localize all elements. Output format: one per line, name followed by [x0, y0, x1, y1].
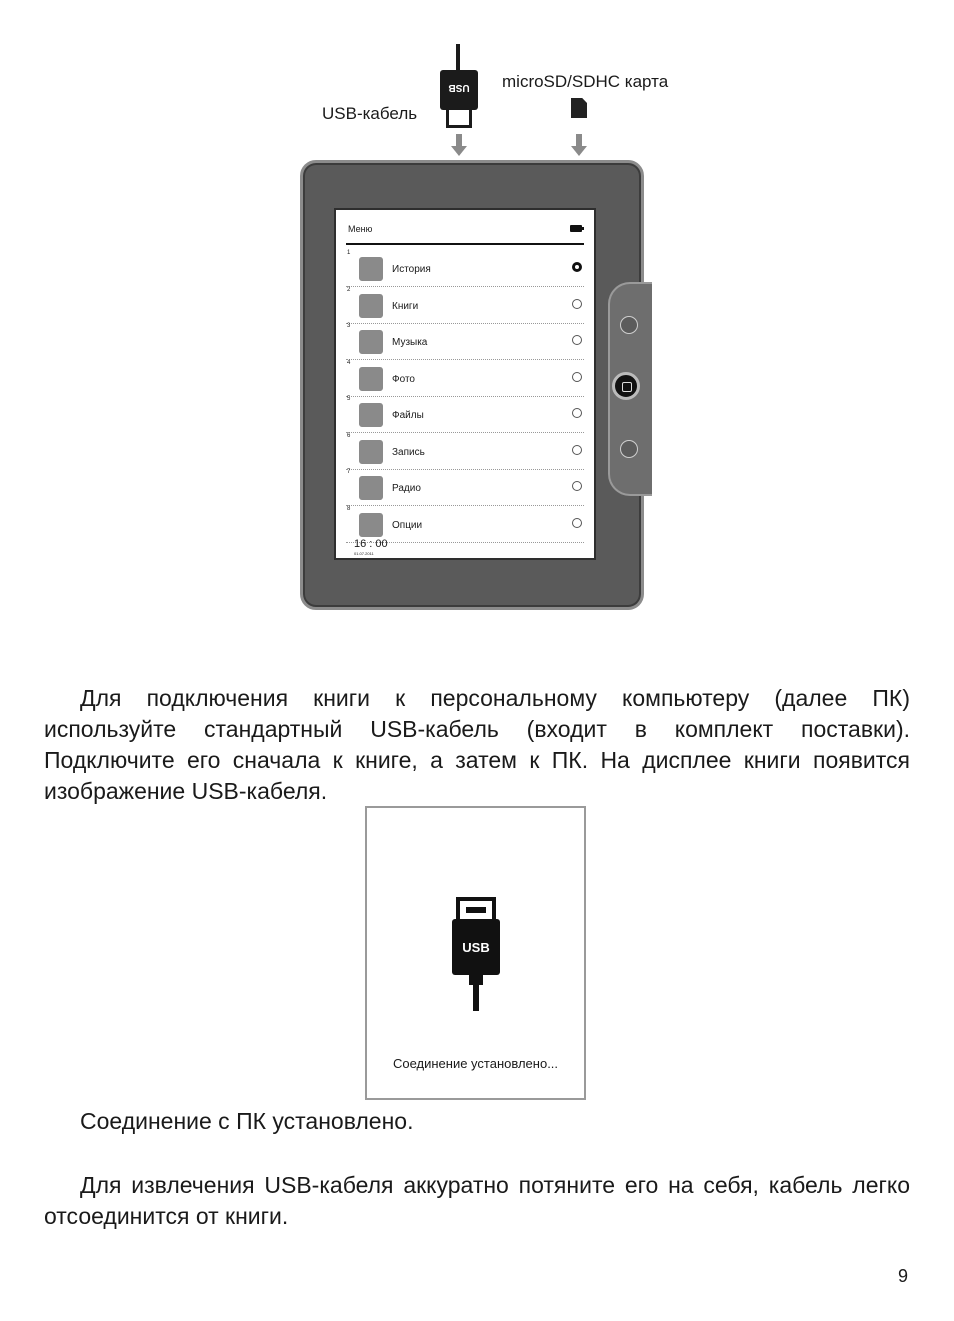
- usb-plug-text: USB: [448, 82, 470, 93]
- menu-item-radio-icon: [572, 518, 582, 528]
- battery-icon: [570, 225, 582, 232]
- menu-item-number: 3: [347, 323, 351, 329]
- menu-item-icon: [359, 257, 383, 281]
- menu-item: [346, 433, 584, 470]
- prev-button-icon: [620, 316, 638, 334]
- menu-item-number: 7: [347, 469, 351, 475]
- menu-item: [346, 396, 584, 433]
- menu-item-label: Файлы: [392, 410, 424, 421]
- menu-item-number: 8: [347, 505, 351, 512]
- usb-plug-label: USB: [462, 940, 490, 955]
- paragraph-disconnect: Для извлечения USB-кабеля аккуратно потяните его на себя, кабель легко отсоединится от книги.: [44, 1172, 910, 1229]
- paragraph-connect: Для подключения книги к персональному компьютеру (далее ПК) используйте стандартный USB-кабель (входит в комплект поставки). Подключите его сначала к книге, а затем к ПК. На дисплее книги появится изображение USB-кабеля.: [44, 685, 910, 804]
- usb-plug-icon: [452, 919, 500, 975]
- screen-clock: 16 : 00: [354, 538, 388, 550]
- usb-plug-icon: [440, 70, 478, 110]
- usb-connector-icon: [456, 897, 496, 921]
- menu-item: [346, 323, 584, 360]
- ok-button-icon: [612, 372, 640, 400]
- menu-item-radio-icon: [572, 372, 582, 382]
- screen-date: 01.07.2011: [354, 551, 374, 556]
- microsd-card-icon: [571, 98, 587, 118]
- usb-cable-wire: [456, 44, 460, 72]
- menu-item-label: Опции: [392, 519, 423, 531]
- usb-connector-tip: [446, 110, 472, 128]
- usb-cable-wire: [473, 985, 479, 1011]
- menu-item-icon: [359, 330, 383, 354]
- menu-item-icon: [359, 294, 383, 318]
- menu-item-label: Книги: [392, 300, 419, 312]
- menu-item-radio-icon: [572, 481, 582, 491]
- paragraph-connected: Соединение с ПК установлено.: [80, 1108, 414, 1134]
- menu-item-radio-icon: [572, 445, 582, 455]
- microsd-label: microSD/SDHC карта: [502, 72, 669, 91]
- menu-item-radio-icon: [572, 299, 582, 309]
- next-button-icon: [620, 440, 638, 458]
- menu-item: [346, 506, 584, 543]
- menu-item-number: 5: [347, 396, 351, 402]
- menu-item-label: История: [392, 264, 431, 275]
- menu-item-icon: [359, 403, 383, 427]
- usb-arrow-stem: [456, 134, 462, 146]
- usb-cable-label: USB-кабель: [322, 104, 418, 123]
- menu-item-number: 1: [347, 250, 351, 256]
- usb-arrow-down-icon: [451, 146, 467, 156]
- menu-item-icon: [359, 513, 383, 537]
- usb-cable-collar: [469, 975, 483, 985]
- menu-item-label: Фото: [392, 373, 415, 385]
- menu-item: [346, 287, 584, 324]
- menu-item: [346, 360, 584, 397]
- menu-item-number: 2: [347, 286, 351, 293]
- menu-item-icon: [359, 367, 383, 391]
- menu-item-radio-icon: [572, 335, 582, 345]
- sd-arrow-stem: [576, 134, 582, 146]
- menu-item-label: Музыка: [392, 337, 428, 348]
- menu-item-number: 6: [347, 432, 351, 439]
- menu-item: [346, 469, 584, 506]
- menu-item-label: Запись: [392, 446, 425, 458]
- menu-item-label: Радио: [392, 483, 421, 494]
- menu-item: [346, 250, 584, 287]
- page-number: 9: [898, 1266, 909, 1286]
- screen-divider: [346, 243, 584, 245]
- sd-arrow-down-icon: [571, 146, 587, 156]
- menu-item-icon: [359, 440, 383, 464]
- menu-item-radio-icon: [572, 262, 582, 272]
- menu-item-radio-icon: [572, 408, 582, 418]
- menu-item-number: 4: [347, 359, 351, 366]
- connection-status: Соединение установлено...: [392, 1056, 559, 1071]
- menu-item-icon: [359, 476, 383, 500]
- screen-menu-title: Меню: [348, 224, 373, 234]
